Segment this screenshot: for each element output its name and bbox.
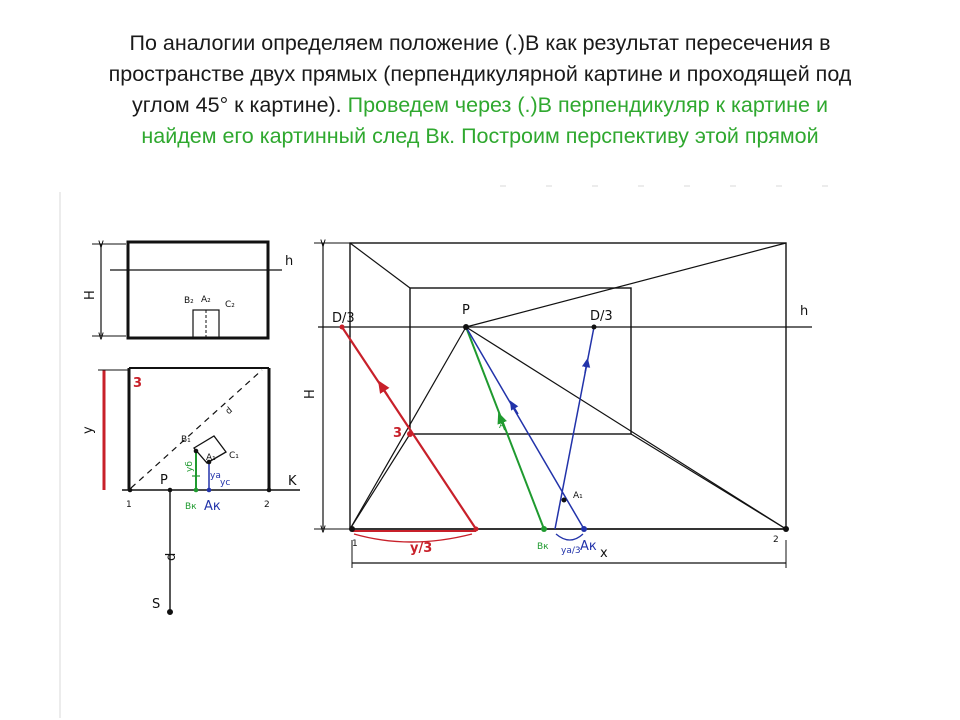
point-2	[783, 526, 789, 532]
point-3	[407, 431, 413, 437]
caption-line-1: По аналогии определяем положение (.)В как результат пересечения в	[129, 31, 831, 55]
caption-line-4: найдем его картинный след Вк. Построим перспективу этой прямой	[141, 124, 819, 148]
label-K: K	[288, 474, 297, 489]
label-B1: B₁	[181, 435, 191, 445]
perspective-points	[340, 324, 790, 532]
label-d-diagonal: d	[224, 405, 235, 417]
label-C2: C₂	[225, 300, 235, 310]
label-ya3: ya/3	[561, 546, 581, 556]
perspective-drawing	[314, 243, 812, 568]
label-S: S	[152, 597, 161, 612]
blue-arrow-to-P	[512, 404, 518, 414]
point-1	[349, 526, 355, 532]
point-Ak	[581, 526, 587, 532]
paper-edge	[60, 186, 840, 718]
label-C1: C₁	[229, 451, 239, 461]
caption-line-3-green: Проведем через (.)В перпендикуляр к картине и	[347, 93, 828, 117]
label-ya: ya	[210, 471, 221, 481]
label-1-persp: 1	[352, 539, 358, 549]
station-point-S	[168, 610, 173, 615]
label-H-persp: H	[303, 389, 318, 399]
label-B2: B₂	[184, 296, 194, 306]
label-P-persp: P	[462, 303, 470, 318]
orthographic-drawing	[92, 242, 300, 615]
label-A2: A₂	[201, 295, 211, 305]
label-x: x	[600, 546, 608, 561]
label-y-depth: y	[81, 426, 96, 434]
label-Ak-persp: Aк	[580, 539, 597, 554]
label-2-plan: 2	[264, 500, 270, 510]
point-Bk	[541, 526, 547, 532]
label-d-station: d	[164, 552, 179, 561]
point-D3-right	[592, 325, 597, 330]
label-3-plan: 3	[133, 376, 143, 391]
orthographic-labels	[81, 254, 297, 612]
point-P	[463, 324, 469, 330]
label-1-plan: 1	[126, 500, 132, 510]
label-H-front: H	[83, 290, 98, 300]
object-front-projection	[193, 310, 219, 338]
red-depth-arrow	[381, 385, 388, 396]
point-A1	[562, 498, 567, 503]
label-h-persp: h	[800, 304, 809, 319]
label-D3-right: D/3	[590, 309, 613, 324]
label-yb: yб	[185, 461, 195, 472]
caption-line-3-black: углом 45° к картине).	[132, 93, 348, 117]
label-h-front: h	[285, 254, 294, 269]
label-Bk-plan: Bк	[185, 502, 197, 512]
label-A1: A₁	[206, 453, 216, 463]
label-A1-persp: A₁	[573, 491, 583, 501]
point-y3-end	[474, 527, 479, 532]
red-depth-line	[342, 327, 476, 529]
picture-frame	[350, 243, 786, 529]
blue-arrow-to-D3	[585, 362, 587, 373]
vanishing-rays	[350, 243, 786, 529]
label-Bk-persp: Bк	[537, 542, 549, 552]
label-A-persp: A	[499, 421, 506, 431]
label-y3: y/3	[410, 541, 433, 556]
caption-line-2: пространстве двух прямых (перпендикулярной картине и проходящей под	[108, 62, 852, 86]
label-3-persp: 3	[393, 426, 403, 441]
label-D3-left: D/3	[332, 311, 355, 326]
front-view-frame	[128, 242, 268, 338]
blue-line-to-P	[466, 327, 584, 529]
label-yc: yc	[220, 478, 231, 488]
label-Ak-plan: Aк	[204, 499, 221, 514]
label-2-persp: 2	[773, 535, 779, 545]
label-P-plan: P	[160, 473, 168, 488]
front-view	[92, 242, 282, 338]
blue-ya3-brace	[556, 534, 583, 540]
